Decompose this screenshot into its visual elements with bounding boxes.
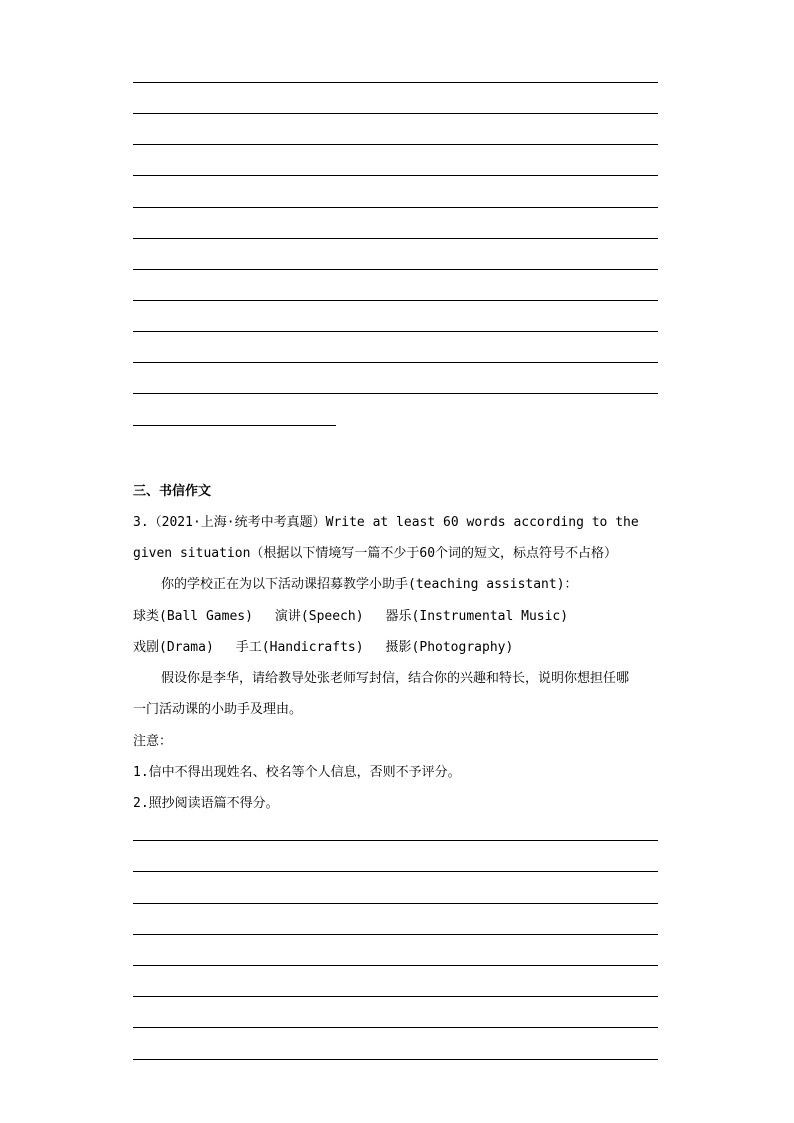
writing-line [133,238,658,239]
option-photography: 摄影(Photography) [385,640,514,655]
answer-line[interactable] [133,996,658,997]
answer-line[interactable] [133,840,658,841]
answer-line[interactable] [133,934,658,935]
option-ball-games: 球类(Ball Games) [133,609,253,624]
writing-line [133,393,658,394]
writing-line [133,331,658,332]
writing-line [133,144,658,145]
writing-line [133,175,658,176]
answer-line[interactable] [133,871,658,872]
question-intro: 你的学校正在为以下活动课招募教学小助手(teaching assistant)： [161,577,578,592]
writing-line [133,113,658,114]
answer-line[interactable] [133,1059,658,1060]
answer-line[interactable] [133,903,658,904]
note-2: 2.照抄阅读语篇不得分。 [133,796,279,811]
writing-line [133,362,658,363]
note-1: 1.信中不得出现姓名、校名等个人信息，否则不予评分。 [133,765,461,780]
writing-line [133,269,658,270]
option-instrumental-music: 器乐(Instrumental Music) [385,609,569,624]
writing-line [133,207,658,208]
section-heading: 三、书信作文 [133,484,212,499]
notes-label: 注意： [133,734,173,749]
task-line-2: 一门活动课的小助手及理由。 [133,702,303,717]
answer-line[interactable] [133,965,658,966]
writing-line-short [133,425,336,426]
writing-line [133,82,658,83]
task-line-1: 假设你是李华，请给教导处张老师写封信，结合你的兴趣和特长，说明你想担任哪 [161,671,630,686]
option-handicrafts: 手工(Handicrafts) [235,640,364,655]
answer-line[interactable] [133,1027,658,1028]
question-line-2: given situation（根据以下情境写一篇不少于60个词的短文，标点符号不占格） [133,546,618,561]
writing-line [133,300,658,301]
option-speech: 演讲(Speech) [274,609,364,624]
question-line-1: 3.（2021·上海·统考中考真题）Write at least 60 words according to the [133,515,639,530]
option-drama: 戏剧(Drama) [133,640,214,655]
options-row-1 [133,609,568,625]
options-row-2 [133,640,513,656]
